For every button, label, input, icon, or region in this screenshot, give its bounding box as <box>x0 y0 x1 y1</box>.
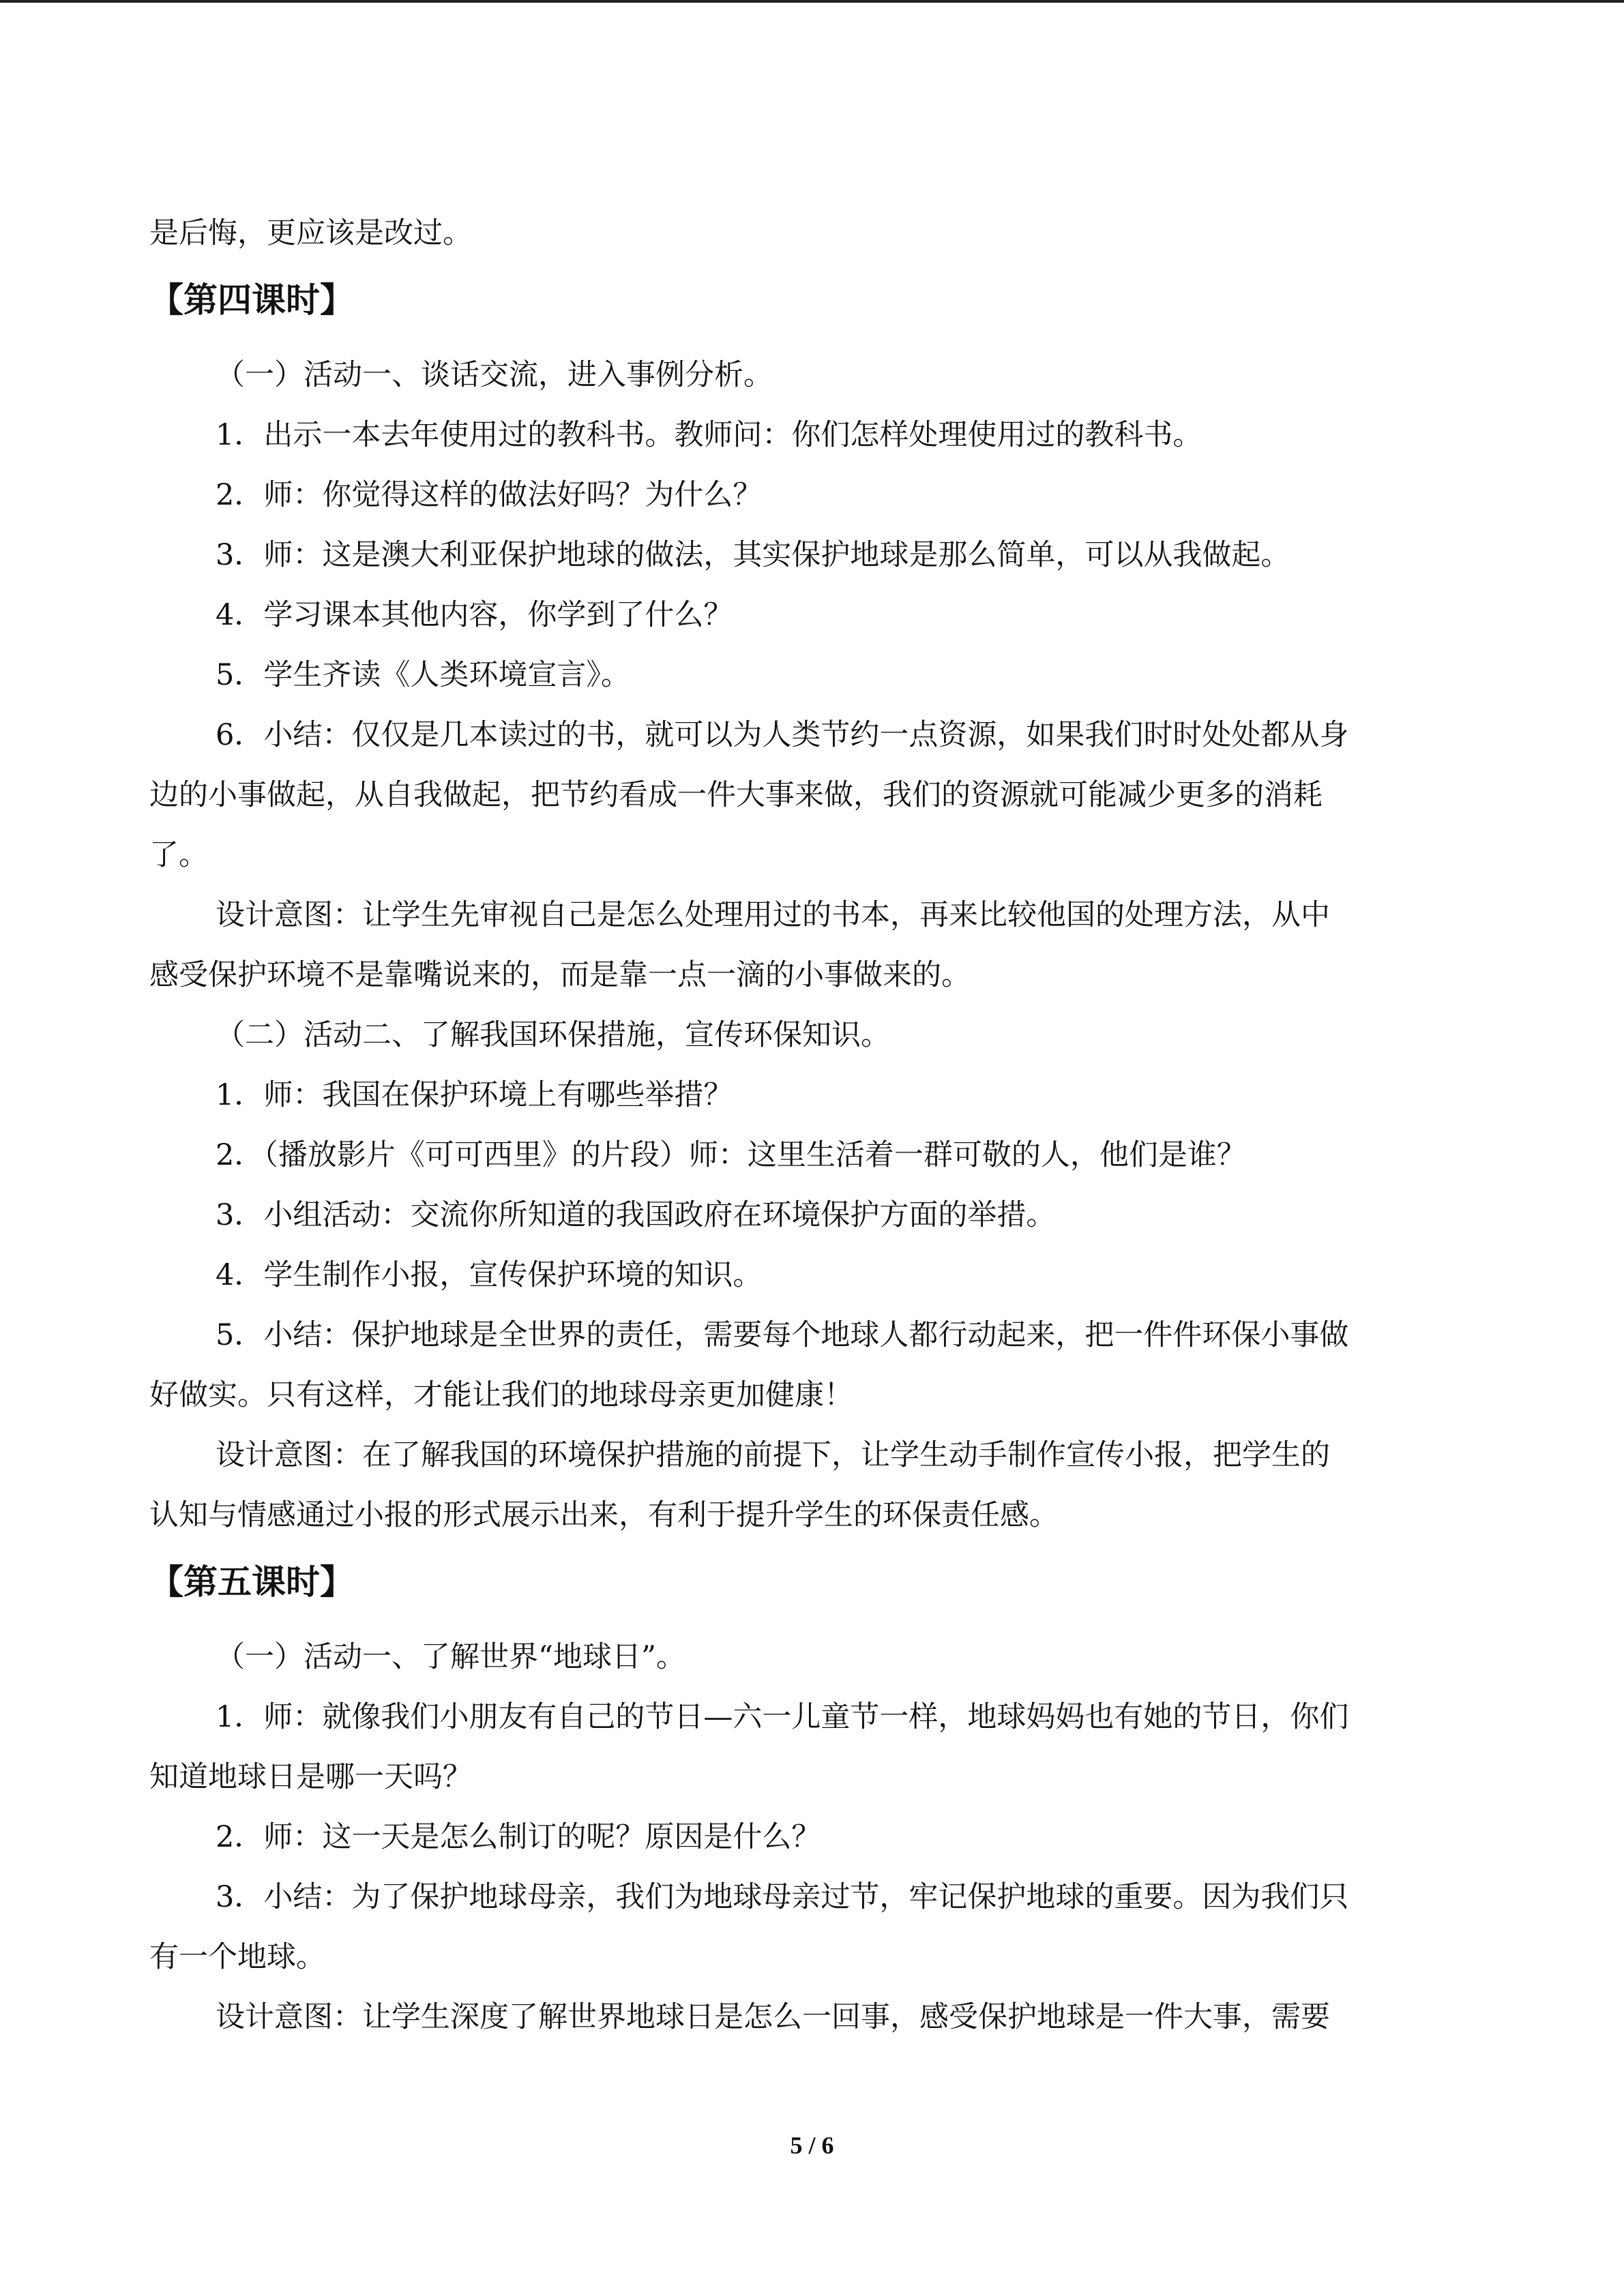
lesson4-activity1-item: 4．学习课本其他内容，你学到了什么？ <box>216 598 733 632</box>
lesson4-activity1-summary-line: 边的小事做起，从自我做起，把节约看成一件大事来做，我们的资源就可能减少更多的消耗 <box>149 778 1323 812</box>
lesson4-activity1-design-line: 设计意图：让学生先审视自己是怎么处理用过的书本，再来比较他国的处理方法，从中 <box>216 898 1330 932</box>
lesson5-heading: 【第五课时】 <box>149 1562 354 1602</box>
lesson4-activity2-item: 4．学生制作小报，宣传保护环境的知识。 <box>216 1258 763 1292</box>
lesson4-activity1-summary-line: 了。 <box>149 838 208 872</box>
lesson4-activity1-design-line: 感受保护环境不是靠嘴说来的，而是靠一点一滴的小事做来的。 <box>149 958 971 992</box>
lesson4-activity2-item: 3．小组活动：交流你所知道的我国政府在环境保护方面的举措。 <box>216 1198 1056 1232</box>
lesson4-activity1-item: 1．出示一本去年使用过的教科书。教师问：你们怎样处理使用过的教科书。 <box>216 418 1202 452</box>
top-border-line <box>0 0 1624 3</box>
lesson4-activity1-item: 3．师：这是澳大利亚保护地球的做法，其实保护地球是那么简单，可以从我做起。 <box>216 538 1290 572</box>
lesson5-activity1-item-line: 有一个地球。 <box>149 1940 325 1974</box>
lesson4-activity2-design-line: 设计意图：在了解我国的环境保护措施的前提下，让学生动手制作宣传小报，把学生的 <box>216 1438 1330 1472</box>
paragraph-opening: 是后悔，更应该是改过。 <box>149 216 472 250</box>
lesson4-activity2-summary-line: 5．小结：保护地球是全世界的责任，需要每个地球人都行动起来，把一件件环保小事做 <box>216 1318 1349 1352</box>
lesson4-activity2-item: 1．师：我国在保护环境上有哪些举措？ <box>216 1078 733 1112</box>
lesson5-activity1-design-line: 设计意图：让学生深度了解世界地球日是怎么一回事，感受保护地球是一件大事，需要 <box>216 2000 1330 2034</box>
lesson4-activity2-summary-line: 好做实。只有这样，才能让我们的地球母亲更加健康！ <box>149 1378 853 1412</box>
document-page <box>149 203 1474 2047</box>
lesson4-heading: 【第四课时】 <box>149 280 354 320</box>
lesson5-activity1-item-line: 3．小结：为了保护地球母亲，我们为地球母亲过节，牢记保护地球的重要。因为我们只 <box>216 1880 1349 1914</box>
lesson5-activity1-title: （一）活动一、了解世界“地球日”。 <box>216 1640 685 1674</box>
lesson4-activity1-summary-line: 6．小结：仅仅是几本读过的书，就可以为人类节约一点资源，如果我们时时处处都从身 <box>216 718 1349 752</box>
lesson4-activity2-item: 2．（播放影片《可可西里》的片段）师：这里生活着一群可敬的人，他们是谁？ <box>216 1138 1246 1172</box>
page-number: 5 / 6 <box>790 2132 834 2159</box>
lesson5-activity1-item: 2．师：这一天是怎么制订的呢？原因是什么？ <box>216 1820 821 1854</box>
lesson4-activity2-title: （二）活动二、了解我国环保措施，宣传环保知识。 <box>216 1018 890 1052</box>
lesson4-activity2-design-line: 认知与情感通过小报的形式展示出来，有利于提升学生的环保责任感。 <box>149 1498 1059 1532</box>
lesson5-activity1-item-line: 知道地球日是哪一天吗？ <box>149 1760 472 1794</box>
lesson5-activity1-item-line: 1．师：就像我们小朋友有自己的节日—六一儿童节一样，地球妈妈也有她的节日，你们 <box>216 1700 1349 1734</box>
lesson4-activity1-title: （一）活动一、谈话交流，进入事例分析。 <box>216 358 773 392</box>
lesson4-activity1-item: 2．师：你觉得这样的做法好吗？为什么？ <box>216 478 763 512</box>
lesson4-activity1-item: 5．学生齐读《人类环境宣言》。 <box>216 658 630 692</box>
